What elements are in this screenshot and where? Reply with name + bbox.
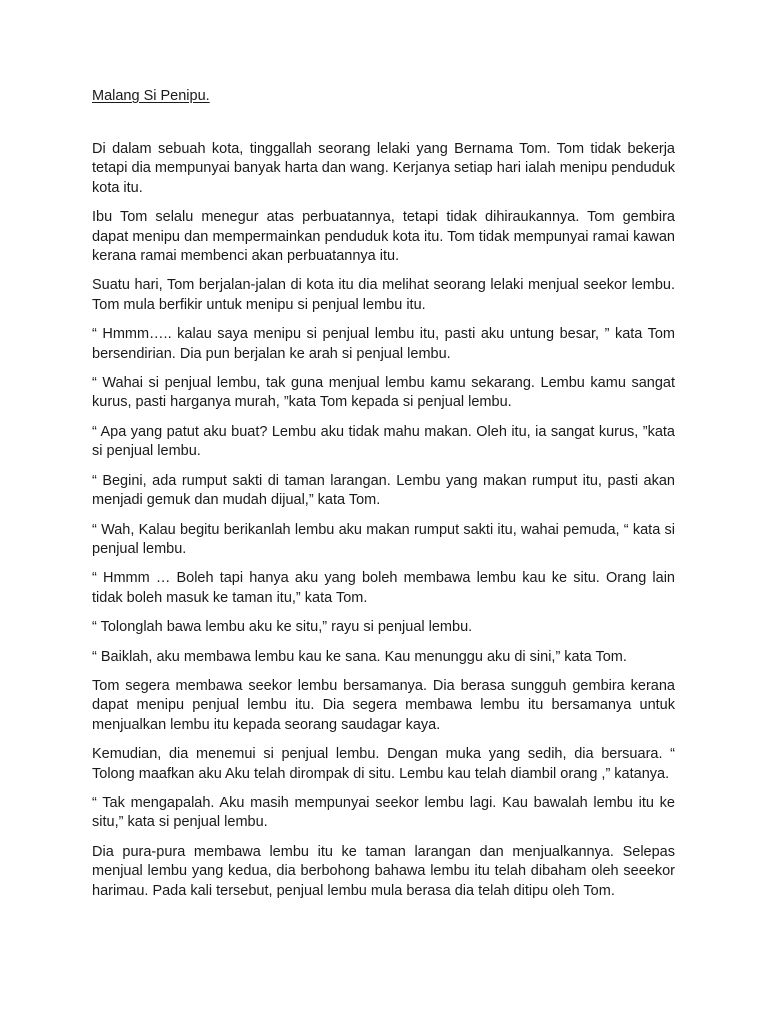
document-page [92, 87, 675, 911]
paragraph: Suatu hari, Tom berjalan-jalan di kota itu dia melihat seorang lelaki menjual seekor lembu. Tom mula berfikir untuk menipu si penjual lembu itu. [92, 277, 675, 313]
document-title: Malang Si Penipu. [92, 88, 210, 104]
paragraph: “ Apa yang patut aku buat? Lembu aku tidak mahu makan. Oleh itu, ia sangat kurus, ”kata si penjual lembu. [92, 423, 675, 460]
paragraph: “ Tak mengapalah. Aku masih mempunyai seekor lembu lagi. Kau bawalah lembu itu ke situ,” kata si penjual lembu. [92, 794, 675, 831]
document-body [92, 140, 675, 901]
paragraph: “ Hmmm … Boleh tapi hanya aku yang boleh membawa lembu kau ke situ. Orang lain tidak boleh masuk ke taman itu,” kata Tom. [92, 570, 675, 606]
paragraph: “ Wah, Kalau begitu berikanlah lembu aku makan rumput sakti itu, wahai pemuda, “ kata si penjual lembu. [92, 521, 675, 557]
paragraph: “ Begini, ada rumput sakti di taman larangan. Lembu yang makan rumput itu, pasti akan menjadi gemuk dan mudah dijual,” kata Tom. [92, 472, 675, 509]
paragraph: Kemudian, dia menemui si penjual lembu. Dengan muka yang sedih, dia bersuara. “ Tolong maafkan aku Aku telah dirompak di situ. Lembu kau telah diambil orang ,” katanya. [92, 746, 675, 782]
paragraph: Dia pura-pura membawa lembu itu ke taman larangan dan menjualkannya. Selepas menjual lembu yang kedua, dia berbohong bahawa lembu itu telah dibaham oleh seeekor harimau. Pada kali tersebut, penjual lembu mula berasa dia telah ditipu oleh Tom. [92, 843, 675, 899]
paragraph: Ibu Tom selalu menegur atas perbuatannya, tetapi tidak dihiraukannya. Tom gembira dapat menipu dan mempermainkan penduduk kota itu. Tom tidak mempunyai ramai kawan kerana ramai membenci akan perbuatannya itu. [92, 209, 675, 265]
paragraph: “ Hmmm….. kalau saya menipu si penjual lembu itu, pasti aku untung besar, ” kata Tom bersendirian. Dia pun berjalan ke arah si penjual lembu. [92, 326, 675, 362]
paragraph: “ Wahai si penjual lembu, tak guna menjual lembu kamu sekarang. Lembu kamu sangat kurus, pasti harganya murah, ”kata Tom kepada si penjual lembu. [92, 375, 675, 411]
paragraph: Tom segera membawa seekor lembu bersamanya. Dia berasa sungguh gembira kerana dapat menipu penjual lembu itu. Dia segera membawa lembu itu bersamanya untuk menjualkan lembu itu kepada seorang saudagar kaya. [92, 677, 675, 733]
paragraph: “ Tolonglah bawa lembu aku ke situ,” rayu si penjual lembu. [92, 619, 473, 636]
paragraph: Di dalam sebuah kota, tinggallah seorang lelaki yang Bernama Tom. Tom tidak bekerja tetapi dia mempunyai banyak harta dan wang. Kerjanya setiap hari ialah menipu penduduk kota itu. [92, 141, 675, 196]
paragraph: “ Baiklah, aku membawa lembu kau ke sana. Kau menunggu aku di sini,” kata Tom. [92, 648, 627, 665]
